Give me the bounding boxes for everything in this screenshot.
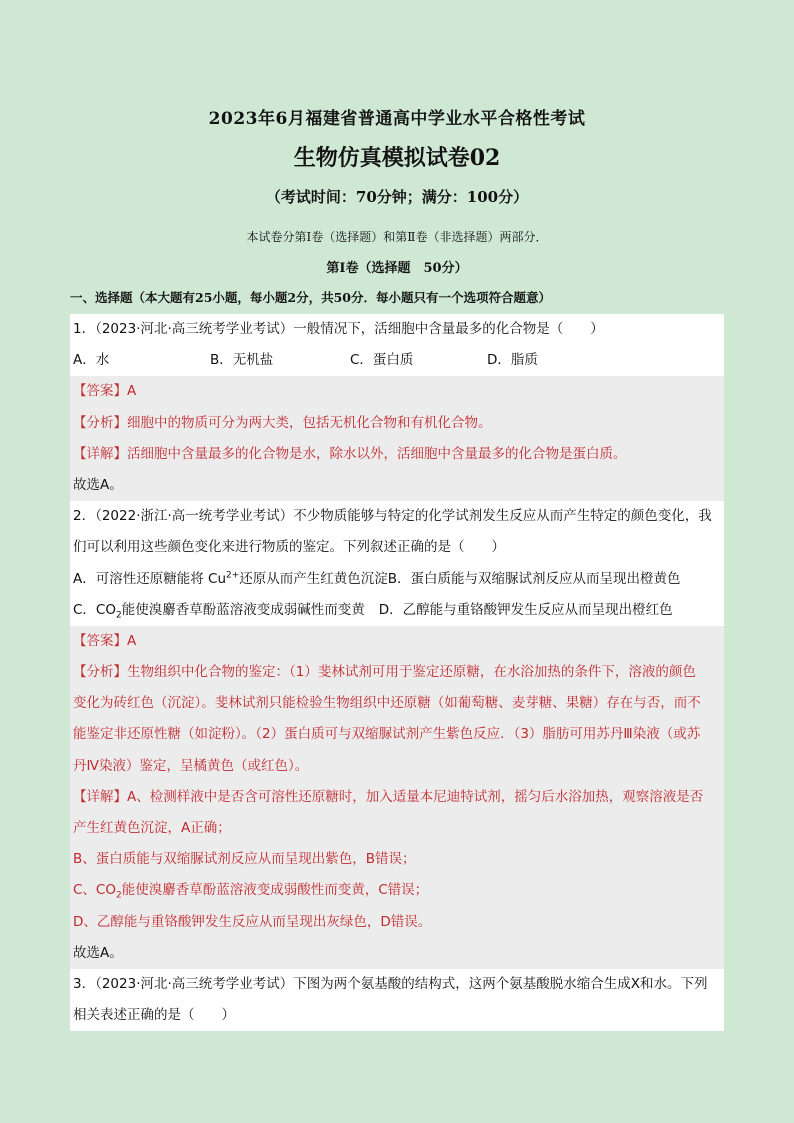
q2-detail-line2: 产生红黄色沉淀，A正确；: [70, 813, 724, 844]
q2-option-a: A．可溶性还原糖能将 $Cu^{2+}$还原从而产生红黄色沉淀: [73, 570, 388, 587]
q2-analysis-line4: 丹Ⅳ染液）鉴定，呈橘黄色（或红色）。: [70, 751, 724, 782]
detail-text: 活细胞中含量最多的化合物是水，除水以外，活细胞中含量最多的化合物是蛋白质。: [127, 445, 627, 462]
q1-option-b: B．无机盐: [210, 352, 274, 369]
detail-tag: 【详解】: [73, 445, 127, 462]
q2-conclusion: 故选A。: [70, 938, 724, 969]
q2-detail-line3: B、蛋白质能与双缩脲试剂反应从而呈现出紫色，B错误；: [70, 844, 724, 875]
questions: [70, 314, 724, 1031]
q2-detail-line4: C、$CO_2$能使溴麝香草酚蓝溶液变成弱酸性而变黄，C错误；: [70, 875, 724, 906]
answer-value: A: [127, 383, 137, 400]
q1-analysis: [70, 408, 724, 439]
q1-conclusion: 故选A。: [70, 470, 724, 501]
q2-option-b: B．蛋白质能与双缩脲试剂反应从而呈现出橙黄色: [387, 570, 681, 587]
q2-answer: [70, 626, 724, 657]
q1-options: [70, 345, 724, 376]
q3-stem-line1: 3．（2023·河北·高三统考学业考试）下图为两个氨基酸的结构式，这两个氨基酸脱水缩合生成X和水。下列: [70, 969, 724, 1000]
answer-value: A: [127, 632, 137, 649]
exam-subject-title: 生物仿真模拟试卷02: [293, 145, 501, 171]
exam-intro: 本试卷分第Ⅰ卷（选择题）和第Ⅱ卷（非选择题）两部分．: [246, 230, 548, 244]
q1-option-d: D．脂质: [487, 352, 538, 369]
q1-answer: [70, 376, 724, 407]
q1-detail: [70, 439, 724, 470]
q2-options-cd: [70, 595, 724, 626]
answer-tag: 【答案】: [73, 383, 127, 400]
q2-stem-line2: 们可以利用这些颜色变化来进行物质的鉴定。下列叙述正确的是（ ）: [70, 532, 724, 563]
q2-analysis-line2: 变化为砖红色（沉淀）。斐林试剂只能检验生物组织中还原糖（如葡萄糖、麦芽糖、果糖）存在与否，而不: [70, 688, 724, 719]
q2-option-c: C．$CO_2$能使溴麝香草酚蓝溶液变成弱碱性而变黄: [73, 601, 365, 621]
analysis-tag: 【分析】: [73, 664, 127, 681]
analysis-tag: 【分析】: [73, 414, 127, 431]
detail-tag: 【详解】: [73, 788, 127, 805]
q2-options-ab: [70, 564, 724, 595]
q2-option-d: D．乙醇能与重铬酸钾发生反应从而呈现出橙红色: [378, 601, 673, 618]
section-heading: 一、选择题（本大题有25小题，每小题2分，共50分．每小题只有一个选项符合题意）: [70, 290, 551, 305]
q1-stem: 1．（2023·河北·高三统考学业考试）一般情况下，活细胞中含量最多的化合物是（ ）: [70, 314, 724, 345]
q2-detail-line5: D、乙醇能与重铬酸钾发生反应从而呈现出灰绿色，D错误。: [70, 907, 724, 938]
part-heading: 第Ⅰ卷（选择题 50分）: [326, 261, 468, 276]
q3-stem-line2: 相关表述正确的是（ ）: [70, 1000, 724, 1031]
exam-time-score: （考试时间：70分钟；满分：100分）: [265, 188, 529, 206]
q2-analysis-line1: [70, 657, 724, 688]
q2-detail-line1: [70, 782, 724, 813]
q1-option-c: C．蛋白质: [350, 352, 414, 369]
q1-option-a: A．水: [73, 352, 110, 369]
q2-stem-line1: 2．（2022·浙江·高一统考学业考试）不少物质能够与特定的化学试剂发生反应从而产生特定的颜色变化，我: [70, 501, 724, 532]
answer-tag: 【答案】: [73, 632, 127, 649]
analysis-text: 生物组织中化合物的鉴定：（1）斐林试剂可用于鉴定还原糖，在水浴加热的条件下，溶液的颜色: [127, 664, 696, 681]
detail-text: A、检测样液中是否含可溶性还原糖时，加入适量本尼迪特试剂，摇匀后水浴加热，观察溶液是否: [127, 788, 704, 805]
analysis-text: 细胞中的物质可分为两大类，包括无机化合物和有机化合物。: [127, 414, 492, 431]
exam-title: 2023年6月福建省普通高中学业水平合格性考试: [208, 109, 586, 129]
q2-analysis-line3: 能鉴定非还原性糖（如淀粉）。（2）蛋白质可与双缩脲试剂产生紫色反应．（3）脂肪可用苏丹Ⅲ染液（或苏: [70, 719, 724, 750]
